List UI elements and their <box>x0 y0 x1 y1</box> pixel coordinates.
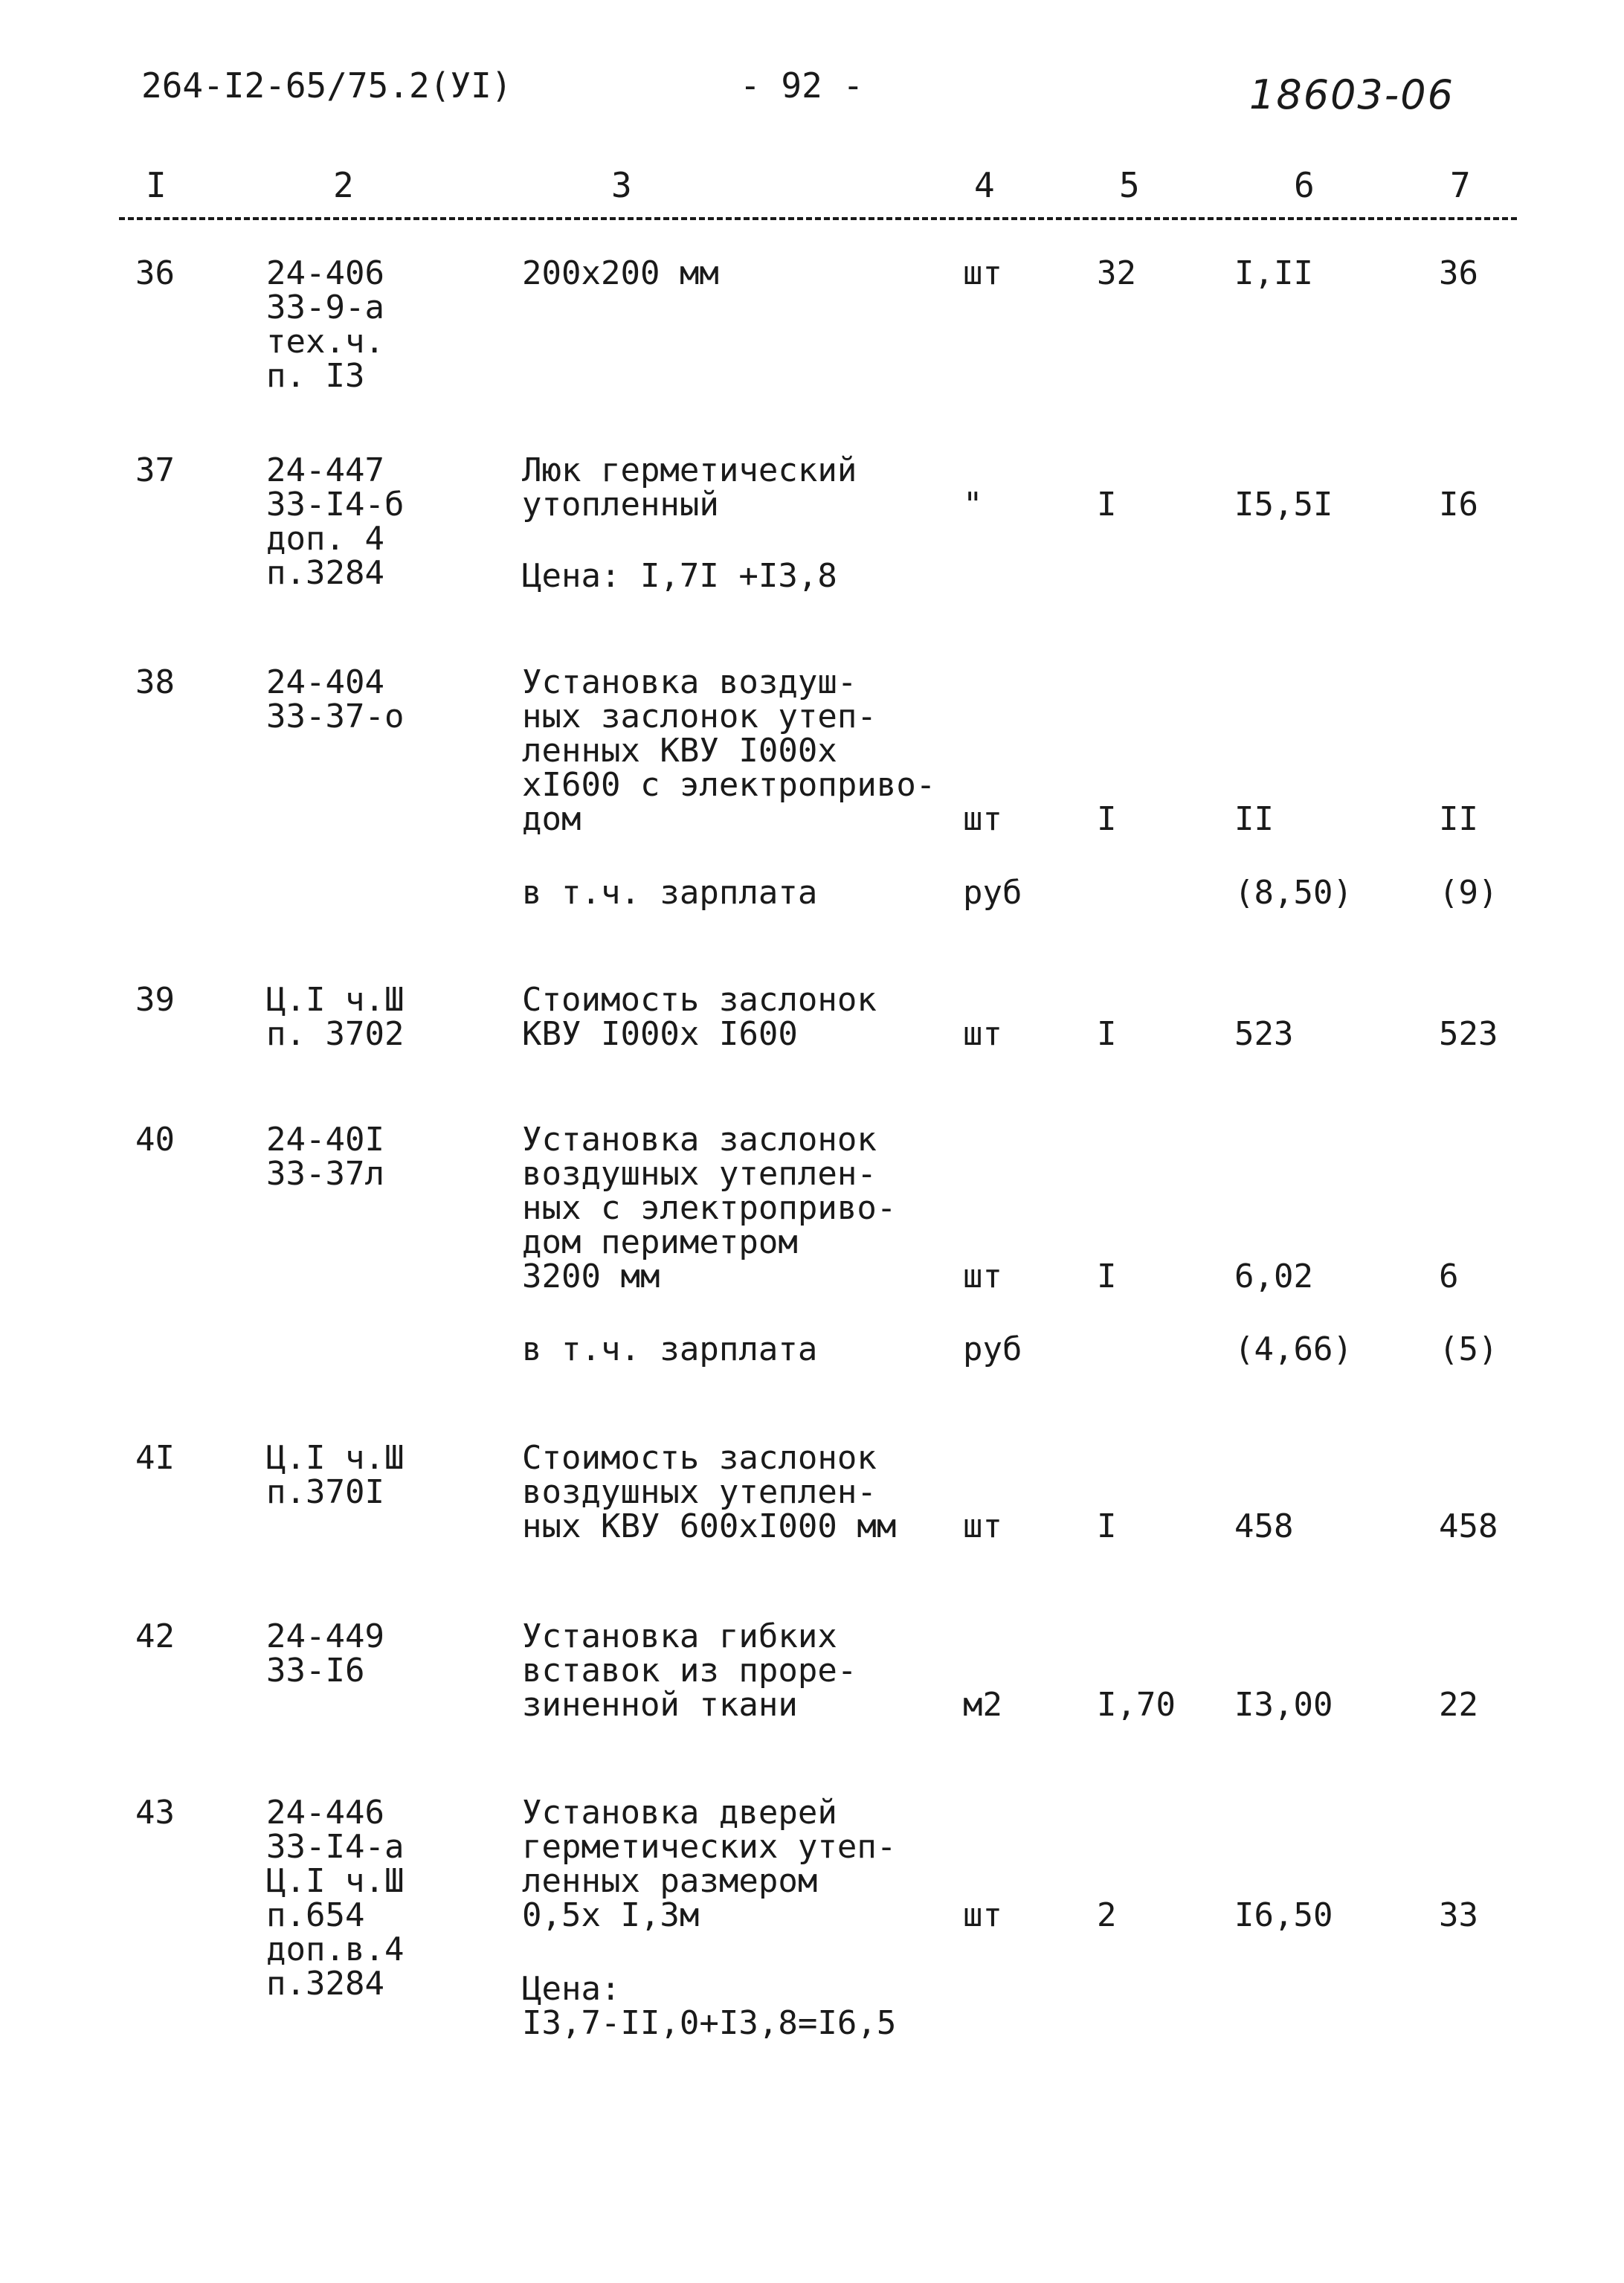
row-description: Стоимость заслонок КВУ I000х I600 <box>522 981 877 1053</box>
row-unit-price: 6,02 <box>1234 1258 1313 1295</box>
row-number: 40 <box>135 1121 175 1159</box>
row-quantity: 32 <box>1097 254 1136 292</box>
row-number: 36 <box>135 254 175 292</box>
row-total: 458 <box>1439 1507 1498 1545</box>
row-reference: 24-406 33-9-а тех.ч. п. I3 <box>266 254 384 395</box>
column-number-6: 6 <box>1294 165 1315 205</box>
row-total: 36 <box>1439 254 1478 292</box>
row-quantity: I <box>1097 1258 1117 1295</box>
row-description: 200х200 мм <box>522 254 719 292</box>
column-number-4: 4 <box>974 165 995 205</box>
row-wage-unit: руб <box>963 874 1022 912</box>
row-description: Установка заслонок воздушных утеплен- ных с электроприво- дом периметром 3200 мм <box>522 1121 897 1295</box>
row-wage-total: (9) <box>1439 874 1498 912</box>
row-number: 43 <box>135 1794 175 1832</box>
row-total: II <box>1439 800 1478 838</box>
row-total: 22 <box>1439 1686 1478 1724</box>
column-number-3: 3 <box>611 165 632 205</box>
row-number: 39 <box>135 981 175 1019</box>
row-unit: " <box>963 486 983 524</box>
row-price-note: Цена: I,7I +I3,8 <box>522 557 837 595</box>
row-quantity: I <box>1097 1015 1117 1053</box>
header-rule <box>119 217 1517 220</box>
row-wage-price: (8,50) <box>1234 874 1353 912</box>
row-unit: шт <box>963 800 1002 838</box>
row-total: 6 <box>1439 1258 1459 1295</box>
row-quantity: I,70 <box>1097 1686 1176 1724</box>
row-reference: Ц.I ч.Ш п.370I <box>266 1439 405 1511</box>
row-number: 38 <box>135 663 175 701</box>
row-unit-price: I5,5I <box>1234 486 1333 524</box>
row-unit: шт <box>963 1015 1002 1053</box>
row-total: 33 <box>1439 1896 1478 1934</box>
row-reference: 24-404 33-37-о <box>266 663 405 735</box>
row-quantity: I <box>1097 486 1117 524</box>
row-reference: 24-449 33-I6 <box>266 1617 384 1690</box>
column-number-2: 2 <box>333 165 354 205</box>
row-unit: шт <box>963 1258 1002 1295</box>
column-number-5: 5 <box>1119 165 1140 205</box>
column-number-7: 7 <box>1450 165 1471 205</box>
row-quantity: I <box>1097 1507 1117 1545</box>
row-wage-label: в т.ч. зарплата <box>522 874 818 912</box>
row-unit-price: II <box>1234 800 1274 838</box>
row-price-note: Цена: I3,7-II,0+I3,8=I6,5 <box>522 1970 897 2042</box>
row-description: Люк герметический утопленный <box>522 451 857 524</box>
row-description: Установка воздуш- ных заслонок утеп- ленных КВУ I000х хI600 с электроприво- дом <box>522 663 936 838</box>
column-number-1: I <box>146 165 167 205</box>
row-number: 4I <box>135 1439 175 1477</box>
archive-number: 18603-06 <box>1249 71 1454 118</box>
row-unit: шт <box>963 1507 1002 1545</box>
row-unit-price: I3,00 <box>1234 1686 1333 1724</box>
row-number: 42 <box>135 1617 175 1655</box>
row-reference: 24-40I 33-37л <box>266 1121 384 1193</box>
row-unit: шт <box>963 1896 1002 1934</box>
row-wage-price: (4,66) <box>1234 1330 1353 1368</box>
row-reference: 24-447 33-I4-б доп. 4 п.3284 <box>266 451 405 592</box>
row-wage-unit: руб <box>963 1330 1022 1368</box>
row-number: 37 <box>135 451 175 489</box>
document-code: 264-I2-65/75.2(УI) <box>141 65 512 106</box>
row-unit: шт <box>963 254 1002 292</box>
row-total: I6 <box>1439 486 1478 524</box>
row-wage-label: в т.ч. зарплата <box>522 1330 818 1368</box>
row-quantity: 2 <box>1097 1896 1117 1934</box>
row-unit-price: I6,50 <box>1234 1896 1333 1934</box>
row-unit: м2 <box>963 1686 1002 1724</box>
row-wage-total: (5) <box>1439 1330 1498 1368</box>
row-unit-price: 523 <box>1234 1015 1294 1053</box>
row-description: Стоимость заслонок воздушных утеплен- ных КВУ 600хI000 мм <box>522 1439 897 1545</box>
row-description: Установка дверей герметических утеп- ленных размером 0,5х I,3м <box>522 1794 897 1934</box>
page-number: - 92 - <box>740 65 864 106</box>
row-reference: Ц.I ч.Ш п. 3702 <box>266 981 405 1053</box>
row-description: Установка гибких вставок из проре- зиненной ткани <box>522 1617 857 1724</box>
row-quantity: I <box>1097 800 1117 838</box>
row-total: 523 <box>1439 1015 1498 1053</box>
row-unit-price: I,II <box>1234 254 1313 292</box>
row-reference: 24-446 33-I4-а Ц.I ч.Ш п.654 доп.в.4 п.3284 <box>266 1794 405 2003</box>
row-unit-price: 458 <box>1234 1507 1294 1545</box>
